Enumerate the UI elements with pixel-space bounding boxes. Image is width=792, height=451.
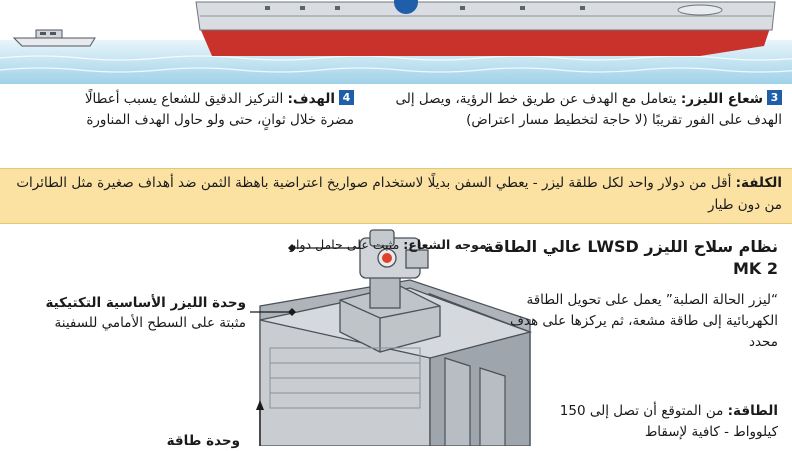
cost-band (0, 168, 792, 224)
target-label: الهدف: (287, 91, 335, 107)
step-number-3: 3 (767, 90, 782, 105)
laser-beam-text: يتعامل مع الهدف عن طريق خط الرؤية، ويصل إلى الهدف على الفور تقريبًا (لا حاجة لتخطيط مسار اعتراض) (395, 91, 782, 128)
weapon-description: “ليزر الحالة الصلبة” يعمل على تحويل الطاقة الكهربائية إلى طاقة مشعة، ثم يركزها على هدف محدد (509, 292, 778, 350)
laser-unit-callout (6, 293, 246, 333)
weapon-title: نظام سلاح الليزر LWSD عالي الطاقة MK 2 (483, 237, 778, 278)
laser-beam-label: شعاع الليزر: (680, 91, 763, 107)
target-text: التركيز الدقيق للشعاع يسبب أعطالًا مضرة خلال ثوانٍ، حتى ولو حاول الهدف المناورة (84, 91, 354, 128)
step-number-4: 4 (339, 90, 354, 105)
cost-text: أقل من دولار واحد لكل طلقة ليزر - يعطي السفن بديلًا لاستخدام صواريخ اعتراضية باهظة الثمن ضد أهداف صغيرة مثل الطائرات من دون طيار (16, 175, 782, 213)
laser-unit-label: وحدة الليزر الأساسية التكتيكية (45, 295, 246, 311)
laser-ship-icon (196, 2, 775, 56)
laser-ship-illustration (0, 0, 792, 84)
laser-unit-text: مثبتة على السطح الأمامي للسفينة (54, 315, 246, 331)
beam-director-text: مثبت على حامل دوار (290, 237, 400, 252)
beam-director-label: موجه الشعاع: (403, 237, 487, 252)
power-label: الطاقة: (727, 403, 778, 419)
laser-beam-point (392, 89, 782, 131)
ship-scene (0, 0, 792, 84)
target-point (58, 89, 354, 131)
cost-paragraph (2, 172, 782, 216)
power-text: من المتوقع أن تصل إلى 150 كيلوواط - كافية لإسقاط (559, 403, 778, 440)
power-unit-callout: وحدة طاقة (166, 433, 240, 449)
power-paragraph (548, 401, 778, 443)
cost-label: الكلفة: (735, 175, 782, 191)
